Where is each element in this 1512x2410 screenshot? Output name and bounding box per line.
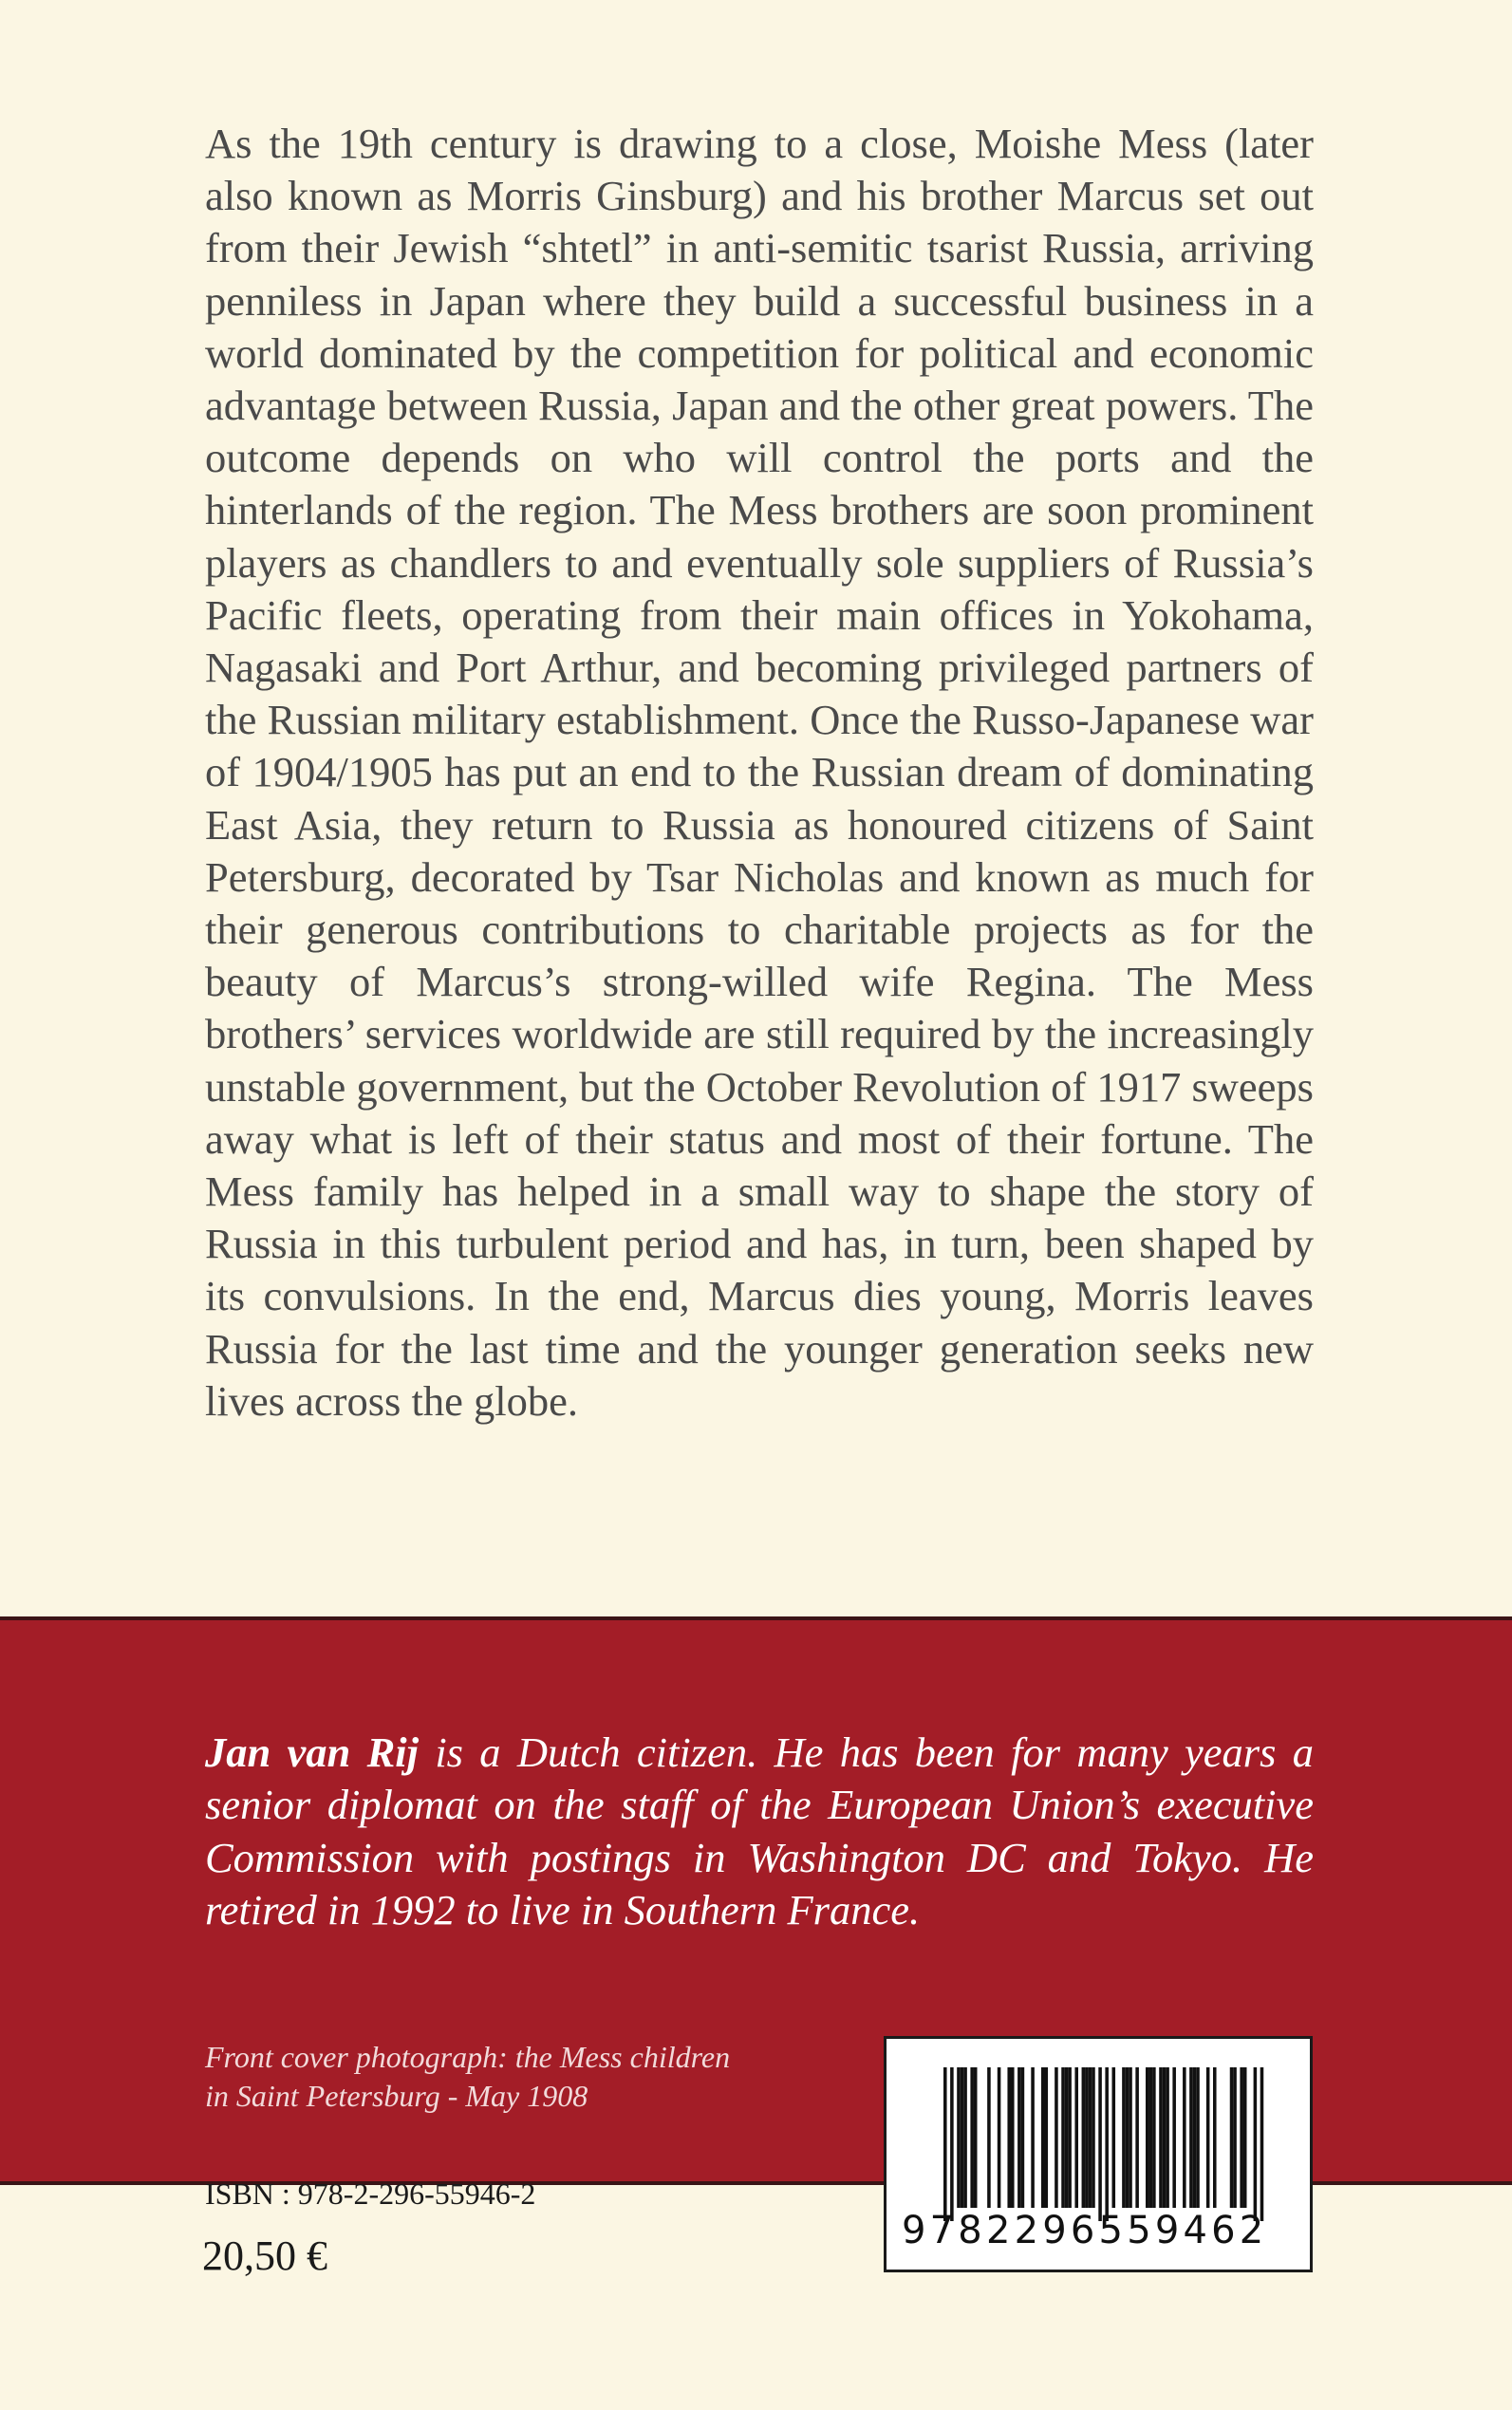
barcode-bar bbox=[1045, 2067, 1049, 2208]
barcode-bar bbox=[1092, 2067, 1095, 2208]
author-bio bbox=[205, 1727, 1314, 1936]
barcode-bar bbox=[1041, 2067, 1045, 2208]
barcode-bar bbox=[963, 2067, 967, 2208]
barcode-bar bbox=[1074, 2067, 1078, 2208]
barcode-bar bbox=[1068, 2067, 1072, 2208]
barcode-bar bbox=[1112, 2067, 1116, 2208]
barcode-bar bbox=[1098, 2067, 1102, 2221]
barcode-bar bbox=[1082, 2067, 1086, 2208]
barcode-bar bbox=[1213, 2067, 1217, 2208]
barcode-bar bbox=[1149, 2067, 1153, 2208]
barcode-bar bbox=[1105, 2067, 1109, 2221]
barcode-bar bbox=[998, 2067, 1001, 2208]
barcode-bar bbox=[1254, 2067, 1258, 2221]
barcode-bar bbox=[1031, 2067, 1035, 2208]
barcode-bar bbox=[1196, 2067, 1200, 2208]
barcode-bar bbox=[1159, 2067, 1163, 2208]
barcode-bar bbox=[1183, 2067, 1186, 2208]
barcode-bar bbox=[1126, 2067, 1129, 2208]
barcode-bar bbox=[1233, 2067, 1237, 2208]
price-label: 20,50 € bbox=[202, 2233, 327, 2279]
barcode-bar bbox=[961, 2067, 964, 2208]
barcode-bar bbox=[1007, 2067, 1011, 2208]
barcode-bar bbox=[1243, 2067, 1247, 2208]
barcode-bar bbox=[1085, 2067, 1089, 2208]
author-name: Jan van Rij bbox=[205, 1728, 420, 1776]
barcode-bar bbox=[1017, 2067, 1021, 2208]
barcode-bar bbox=[1129, 2067, 1132, 2208]
synopsis-text: As the 19th century is drawing to a close, Moishe Mess (later also known as Morris Ginsburg) and his brother Marcus set out from their Jewish “shtetl” in anti-semitic tsarist Russia, arriving penniless in Japan where they build a successful business in a world dominated by the competition for political and economic advantage between Russia, Japan and the other great powers. The outcome depends on who will control the ports and the hinterlands of the region. The Mess brothers are soon prominent players as chandlers to and eventually sole suppliers of Russia’s Pacific fleets, operating from their main offices in Yokohama, Nagasaki and Port Arthur, and becoming privileged partners of the Russian military establishment. Once the Russo-Japanese war of 1904/1905 has put an end to the Russian dream of dominating East Asia, they return to Russia as honoured citizens of Saint Petersburg, decorated by Tsar Nicholas and known as much for their generous contributions to charitable projects as for the beauty of Marcus’s strong-willed wife Regina. The Mess brothers’ services worldwide are still required by the increasingly unstable government, but the October Revolution of 1917 sweeps away what is left of their status and most of their fortune. The Mess family has helped in a small way to shape the story of Russia in this turbulent period and has, in turn, been shaped by its convulsions. In the end, Marcus dies young, Morris leaves Russia for the last time and the younger generation seeks new lives across the globe. bbox=[205, 120, 1314, 1425]
barcode-bar bbox=[1011, 2067, 1015, 2208]
barcode-bar bbox=[943, 2067, 947, 2221]
barcode-bar bbox=[970, 2067, 974, 2208]
photo-credit bbox=[205, 2038, 812, 2116]
barcode-bar bbox=[950, 2067, 954, 2221]
barcode-bar bbox=[1260, 2067, 1264, 2221]
barcode-bar bbox=[1193, 2067, 1197, 2208]
barcode-bar bbox=[1021, 2067, 1025, 2208]
isbn-label: ISBN : 978-2-296-55946-2 bbox=[205, 2176, 536, 2211]
barcode-bar bbox=[1166, 2067, 1169, 2208]
barcode-bar bbox=[1189, 2067, 1193, 2208]
photo-credit-line-2: in Saint Petersburg - May 1908 bbox=[205, 2079, 588, 2113]
barcode-bar bbox=[1122, 2067, 1126, 2208]
barcode-bar bbox=[1152, 2067, 1156, 2208]
barcode-bar bbox=[1172, 2067, 1176, 2208]
barcode-bar bbox=[1061, 2067, 1065, 2208]
photo-credit-line-1: Front cover photograph: the Mess children bbox=[205, 2040, 731, 2074]
barcode-bar bbox=[1206, 2067, 1210, 2208]
barcode-bar bbox=[1230, 2067, 1234, 2208]
barcode-bar bbox=[1089, 2067, 1092, 2208]
barcode-bar bbox=[987, 2067, 991, 2208]
barcode-bar bbox=[974, 2067, 978, 2208]
barcode-bar bbox=[1065, 2067, 1069, 2208]
author-bio-text: is a Dutch citizen. He has been for many years a senior diplomat on the staff of the European Union’s executive Commission with postings in Washington DC and Tokyo. He retired in 1992 to live in Southern France. bbox=[205, 1728, 1314, 1934]
barcode-bar bbox=[1135, 2067, 1139, 2208]
barcode-bar bbox=[1163, 2067, 1167, 2208]
barcode-bar bbox=[957, 2067, 961, 2208]
barcode-box bbox=[884, 2036, 1313, 2272]
barcode-digits: 9782296559462 bbox=[902, 2209, 1268, 2252]
barcode-bar bbox=[1240, 2067, 1243, 2208]
barcode-bar bbox=[1055, 2067, 1058, 2208]
barcode-bar bbox=[1146, 2067, 1149, 2208]
